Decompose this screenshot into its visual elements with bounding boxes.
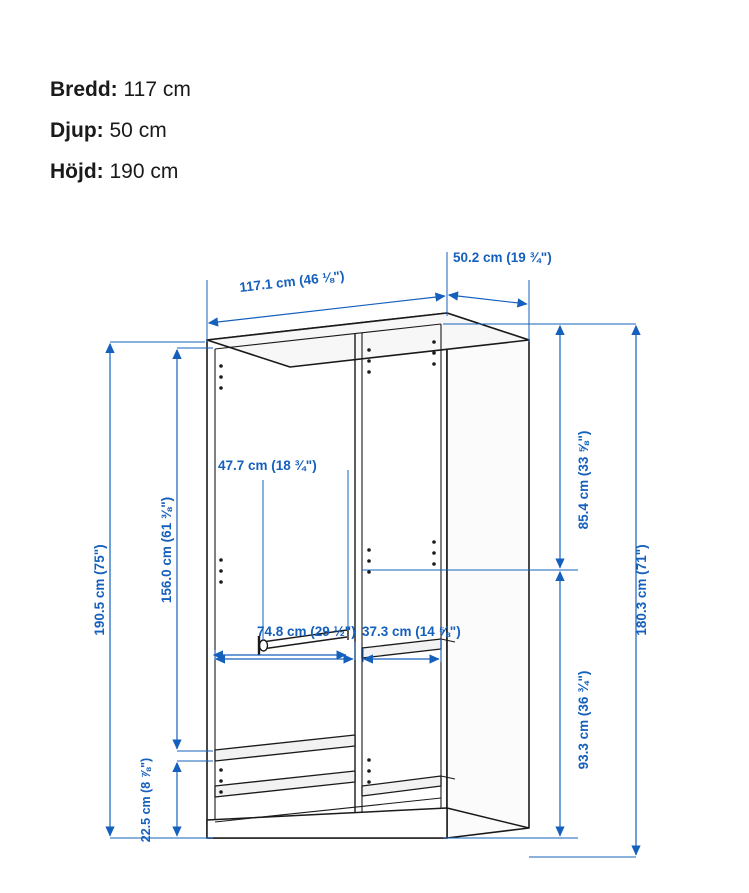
specifications-list <box>50 70 191 193</box>
cabinet-illustration <box>207 313 529 890</box>
dim-rod-width: 47.7 cm (18 ¾") <box>218 458 317 473</box>
dim-upper-right-height: 85.4 cm (33 ⅝") <box>576 430 591 530</box>
dim-width-top: 117.1 cm (46 ⅛") <box>238 268 346 295</box>
dim-total-height-right: 180.3 cm (71") <box>634 544 649 636</box>
dim-base-height-left: 22.5 cm (8 ⅞") <box>139 757 153 843</box>
dim-inner-height-left: 156.0 cm (61 ⅜") <box>159 496 174 604</box>
spec-row-depth <box>50 111 191 152</box>
spec-label-height: Höjd: <box>50 159 104 183</box>
spec-value-height: 190 cm <box>109 159 179 183</box>
dim-right-compartment-width: 37.3 cm (14 ⅝") <box>362 624 461 639</box>
spec-label-width: Bredd: <box>50 78 118 101</box>
dim-total-height-left: 190.5 cm (75") <box>92 544 107 636</box>
wardrobe-dimension-diagram <box>0 230 749 890</box>
spec-value-width: 117 cm <box>123 78 191 101</box>
spec-label-depth: Djup: <box>50 118 104 142</box>
spec-row-height <box>50 152 191 193</box>
spec-value-depth: 50 cm <box>109 118 167 142</box>
dim-left-compartment-width: 74.8 cm (29 ½") <box>257 624 356 639</box>
spec-row-width <box>50 70 191 111</box>
dim-depth-top: 50.2 cm (19 ¾") <box>453 250 552 265</box>
dim-lower-right-height: 93.3 cm (36 ¾") <box>576 670 591 770</box>
